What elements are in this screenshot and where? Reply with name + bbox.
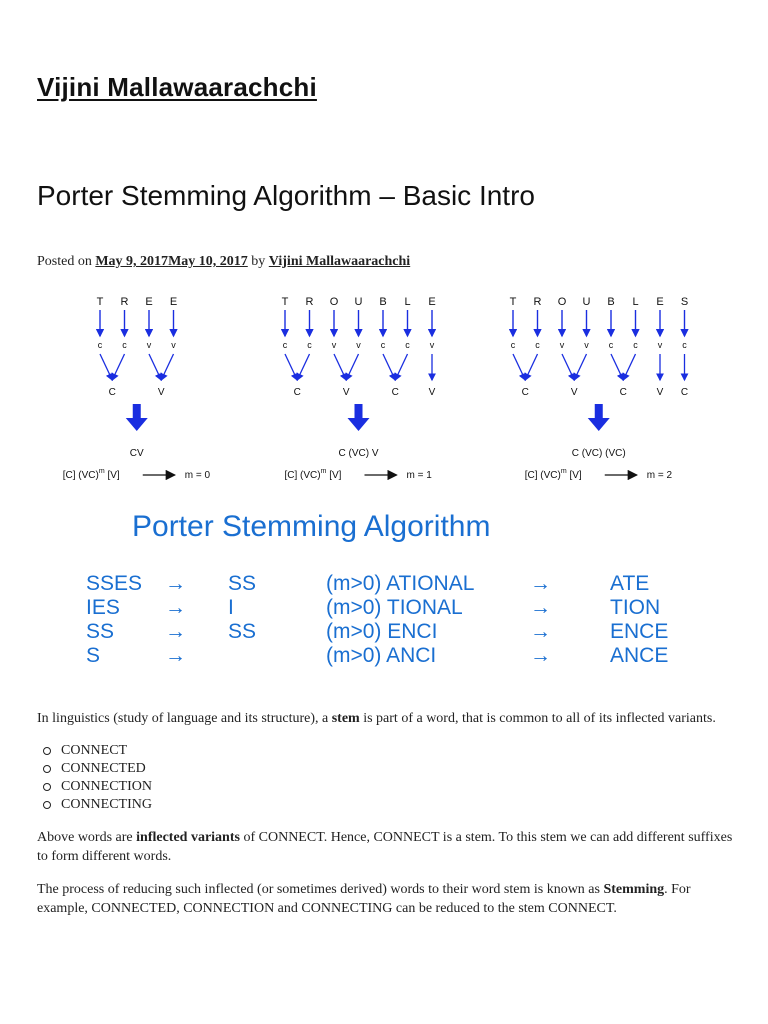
rule-condition: (m>0) TIONAL: [326, 596, 463, 619]
letter-label: L: [632, 296, 639, 308]
down-arrow-icon: [126, 404, 148, 431]
rule-result: ANCE: [610, 644, 669, 667]
group-arrow: [100, 354, 112, 380]
rule-arrow: →: [530, 620, 551, 643]
cv-label: v: [356, 340, 361, 350]
date-published: May 9, 2017: [95, 254, 169, 269]
cv-label: v: [559, 340, 565, 350]
rule-left: SS: [86, 620, 115, 643]
letter-label: T: [96, 296, 104, 308]
group-label: C: [293, 387, 301, 398]
letter-label: R: [120, 296, 129, 308]
cv-label: v: [171, 340, 176, 350]
post-title: Porter Stemming Algorithm – Basic Intro: [37, 180, 535, 211]
list-item: CONNECTION: [61, 778, 737, 796]
posted-on-label: Posted on: [37, 254, 92, 269]
letter-label: T: [509, 296, 517, 308]
formula-label: [C] (VC)$^m$ [V]: [524, 468, 582, 481]
letter-label: B: [379, 296, 387, 308]
letter-label: R: [533, 296, 542, 308]
group-arrow: [161, 354, 173, 380]
date-updated: May 10, 2017: [168, 254, 248, 269]
cv-label: c: [682, 340, 687, 350]
group-arrow: [334, 354, 346, 380]
rule-arrow: →: [530, 572, 551, 595]
letter-label: U: [582, 296, 591, 308]
measure-label: m = 0: [184, 470, 211, 481]
rule-arrow: →: [165, 620, 186, 643]
letter-label: T: [281, 296, 289, 308]
group-label: V: [428, 387, 436, 398]
p3-text-a: The process of reducing such inflected (or sometimes derived) words to their word stem is known as: [37, 882, 604, 897]
letter-label: E: [145, 296, 153, 308]
group-arrow: [513, 354, 525, 380]
cv-label: c: [380, 340, 386, 350]
p3-bold: Stemming: [603, 882, 665, 897]
by-label: by: [251, 254, 266, 269]
site-title[interactable]: Vijini Mallawaarachchi: [37, 72, 317, 102]
post-meta: [37, 254, 410, 270]
p1-bold-stem: stem: [331, 711, 360, 726]
group-arrow: [574, 354, 586, 380]
p2-text-a: Above words are: [37, 830, 137, 845]
down-arrow-icon: [588, 404, 610, 431]
rule-left: IES: [86, 596, 120, 619]
group-arrow: [346, 354, 358, 380]
letter-label: L: [404, 296, 411, 308]
letter-label: O: [329, 296, 339, 308]
post-date-link[interactable]: [95, 254, 247, 269]
group-arrow: [525, 354, 537, 380]
form-label: C (VC) (VC): [571, 448, 626, 459]
letter-label: S: [680, 296, 689, 308]
rule-result: TION: [610, 596, 661, 619]
group-arrow: [383, 354, 395, 380]
rule-right: SS: [228, 572, 257, 595]
rule-condition: (m>0) ANCI: [326, 644, 437, 667]
inflected-list: [37, 742, 737, 814]
rule-result: ATE: [610, 572, 650, 595]
author-link[interactable]: Vijini Mallawaarachchi: [268, 254, 411, 269]
group-arrow: [623, 354, 635, 380]
measure-label: m = 1: [406, 470, 432, 481]
letter-label: B: [607, 296, 615, 308]
cv-label: v: [331, 340, 337, 350]
rule-left: S: [86, 644, 101, 667]
measure-label: m = 2: [646, 470, 673, 481]
group-label: V: [342, 387, 350, 398]
cv-label: v: [429, 340, 435, 350]
rule-arrow: →: [165, 572, 186, 595]
cv-label: v: [584, 340, 589, 350]
group-arrow: [149, 354, 161, 380]
group-arrow: [562, 354, 574, 380]
cv-label: c: [535, 340, 540, 350]
p2-text-c: of CONNECT. Hence, CONNECT is a stem. To this stem we can add different suffixes to form different words.: [37, 830, 733, 864]
cv-label: v: [146, 340, 152, 350]
p2-bold: inflected variants: [136, 830, 240, 845]
rule-condition: (m>0) ATIONAL: [326, 572, 475, 595]
formula-label: [C] (VC)$^m$ [V]: [62, 468, 120, 481]
list-item: CONNECTED: [61, 760, 737, 778]
cv-label: c: [510, 340, 516, 350]
group-label: C: [391, 387, 399, 398]
formula-label: [C] (VC)$^m$ [V]: [284, 468, 342, 481]
rule-left: SSES: [86, 572, 143, 595]
form-label: C (VC) V: [338, 448, 379, 459]
cv-label: v: [657, 340, 663, 350]
letter-label: U: [354, 296, 363, 308]
p1-text-a: In linguistics (study of language and its structure), a: [37, 711, 332, 726]
cv-label: c: [633, 340, 638, 350]
cv-label: c: [97, 340, 103, 350]
group-label: C: [108, 387, 116, 398]
list-item: CONNECT: [61, 742, 737, 760]
cv-label: c: [282, 340, 288, 350]
rule-arrow: →: [165, 644, 186, 667]
porter-image-title: Porter Stemming Algorithm: [132, 510, 491, 543]
group-label: C: [521, 387, 529, 398]
form-label: CV: [129, 448, 144, 459]
rule-arrow: →: [165, 596, 186, 619]
group-label: V: [570, 387, 578, 398]
rule-arrow: →: [530, 596, 551, 619]
p1-text-c: is part of a word, that is common to all of its inflected variants.: [359, 711, 716, 726]
paragraph-stemming: [37, 880, 737, 918]
letter-label: O: [557, 296, 567, 308]
group-arrow: [611, 354, 623, 380]
paragraph-inflected: [37, 828, 737, 866]
measure-diagram: [62, 292, 690, 487]
cv-label: c: [608, 340, 614, 350]
paragraph-stem-definition: [37, 709, 737, 728]
cv-label: c: [122, 340, 127, 350]
cv-label: c: [307, 340, 312, 350]
group-arrow: [285, 354, 297, 380]
letter-label: E: [169, 296, 178, 308]
letter-label: E: [656, 296, 664, 308]
rule-arrow: →: [530, 644, 551, 667]
group-arrow: [395, 354, 407, 380]
cv-label: c: [405, 340, 410, 350]
group-arrow: [297, 354, 309, 380]
rule-right: SS: [228, 620, 257, 643]
group-label: C: [619, 387, 627, 398]
letter-label: R: [305, 296, 314, 308]
p3-text-c: . For example, CONNECTED, CONNECTION and CONNECTING can be reduced to the stem CONNECT.: [37, 882, 691, 916]
list-item: CONNECTING: [61, 796, 737, 814]
group-label: V: [157, 387, 165, 398]
rule-right: I: [228, 596, 234, 619]
group-arrow: [112, 354, 124, 380]
group-label: V: [656, 387, 664, 398]
porter-rules-image: [80, 500, 680, 680]
group-label: C: [680, 387, 689, 398]
rule-condition: (m>0) ENCI: [326, 620, 438, 643]
rule-result: ENCE: [610, 620, 669, 643]
letter-label: E: [428, 296, 436, 308]
article-body: [37, 709, 737, 932]
down-arrow-icon: [348, 404, 370, 431]
